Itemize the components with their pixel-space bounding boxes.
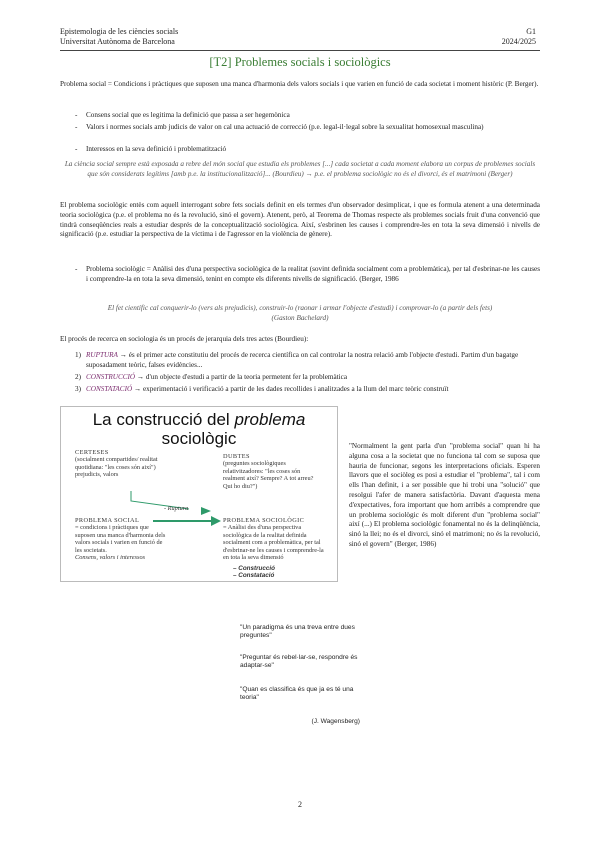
step-text: → és el primer acte constitutiu del procés de recerca científica on cal controlar la nostra relació amb l'objecte d'estudi. Partim d'un bagatge suposadament teòric, falses evidències... [86, 351, 519, 369]
social-problem-box [75, 517, 167, 561]
course-name: Epistemologia de les ciències socials [60, 27, 179, 36]
list-item: Interessos en la seva definició i problematització [86, 145, 227, 153]
construction-diagram [60, 406, 338, 582]
sociological-problem-body: = Anàlisi des d'una perspectiva sociològica de la realitat definida socialment com a problemàtica, per tal d'esbrinar-ne les causes i comprendre-la en tota la seva dimensió [223, 524, 324, 562]
bullet-dash: - [75, 123, 78, 131]
bullet-dash: - [75, 265, 78, 273]
wagensberg-quotes [240, 620, 366, 735]
social-problem-keywords: Consens, valors i interessos [75, 554, 146, 562]
diagram-title-italic: problema [234, 410, 306, 429]
bullet-dash: - [75, 111, 78, 119]
academic-year: 2024/2025 [501, 37, 536, 46]
berger-quote: "Normalment la gent parla d'un "problema social" quan hi ha alguna cosa a la societat que no funciona tal com se suposa que hauria de funcionar, segons les interpretacions oficials. Esperen llavors que el sociòleg es posi a estudiar el "problema", tal i com ells l'han definit, i a ser possible que hi trobi una "solució" que resolgui l'afer de manera satisfactòria. Davant d'aquesta mena d'expectatives, fora important que hom arribés a comprendre que un problema sociològic és molt diferent d'un "problema social" així (...) El problema sociològic fonamental no és la delinqüència, sinó la llei; no és el divorci, sinó el matrimoni; no és la revolució, sinó el govern" (Berger, 1986) [349, 442, 540, 548]
list-item: Problema sociològic = Anàlisi des d'una perspectiva sociològica de la realitat (sovint definida socialment com a problemàtica), per tal d'esbrinar-ne les causes i comprendre-la en tota la seva dimensió, tenint en compte els diferents nivells de significació. (Berger, 1986 [86, 265, 540, 283]
step-text: → experimentació i verificació a partir de les dades recollides i analitzades a la llum del marc teòric construït [132, 385, 449, 393]
dubtes-heading: DUBTES [223, 453, 250, 460]
ruptura-arrowhead [201, 507, 211, 515]
step-number: 1) [75, 351, 81, 359]
quote-paradigma: "Un paradigma és una treva entre dues preguntes" [240, 624, 355, 640]
dubtes-body: (preguntes sociològiques relativitzadores: "les coses són realment així? Sempre? A tot arreu? Qui ho diu?") [223, 460, 314, 490]
social-problem-body: = condicions i pràctiques que suposen una manca d'harmonia dels valors socials i varien en funció de les societats. [75, 524, 166, 554]
step-ruptura [86, 351, 540, 371]
certeses-heading: CERTESES [75, 449, 109, 456]
page-title: [T2] Problemes socials i sociològics [209, 55, 391, 69]
dash-glyph: – [233, 565, 239, 572]
header-right [502, 27, 536, 47]
header-divider [60, 50, 540, 51]
page-number: 2 [298, 800, 302, 809]
dash-glyph: – [233, 572, 239, 580]
university-name: Universitat Autònoma de Barcelona [60, 37, 175, 46]
diagram-title-plain: La construcció del [92, 410, 235, 429]
stages-list [233, 565, 275, 580]
quote-preguntar: "Preguntar és rebel·lar-se, respondre és adaptar-se" [240, 654, 358, 670]
bullet-dash: - [75, 145, 78, 153]
constatacio-label: Constatació [238, 572, 275, 580]
sociological-problem-heading: PROBLEMA SOCIOLÒGIC [223, 517, 305, 524]
construccio-arrowhead [211, 516, 221, 526]
sociological-problem-box [223, 517, 327, 561]
construccio-label: Construcció [238, 565, 276, 572]
step-text: → d'un objecte d'estudi a partir de la teoria permetent fer la problemàtica [135, 373, 348, 381]
ruptura-label: - Ruptura [164, 505, 189, 512]
bachelard-quote-text: El fet científic cal conquerir-lo (vers als prejudicis), construir-lo (raonar i armar l'objecte d'estudi) i comprovar-lo (a partir dels fets) [107, 304, 493, 312]
quote-classifica: "Quan es classifica és que ja es té una teoria" [240, 686, 354, 702]
step-number: 2) [75, 373, 81, 381]
bachelard-quote [60, 304, 540, 324]
group-label: G1 [526, 27, 536, 36]
step-term: CONSTRUCCIÓ [86, 373, 136, 381]
intro-paragraph: Problema social = Condicions i pràctiques que suposen una manca d'harmonia dels valors socials i que varien en funció de cada societat i moment històric (P. Berger). [60, 80, 539, 88]
list-item: Valors i normes socials amb judicis de valor on cal una actuació de correcció (p.e. legal-il·legal sobre la sexualitat homosexual masculina) [86, 123, 484, 131]
bourdieu-quote: La ciència social sempre està exposada a rebre del món social que estudia els problemes [...] cada societat a cada moment elabora un corpus de problemes socials que són considerats legítims [amb p.e. la institucionalització]... (Bourdieu) → p.e. el problema sociològic no és el divorci, és el matrimoni (Berger) [64, 160, 536, 178]
step-number: 3) [75, 385, 81, 393]
step-construccio [86, 373, 540, 383]
diagram-title-line2: sociològic [161, 429, 237, 448]
sociological-problem-paragraph: El problema sociològic entès com aquell interrogant sobre fets socials definit en els termes d'un observador desimplicat, i que es formula atenent a una determinada teoria sociològica (p.e. el problema no és la revolució, sinó el govern). Atenent, però, al Teorema de Thomas respecte als problemes socials fruit d'una convenció que tindrà conseqüències reals a estudiar després de la conceptualització sociològica. Així, s'esbrinen les causes i comprendre-les en tota la seva dimensió i nivells de significació (p.e. estudiar la perspectiva de la víctima i de l'agressor en la violència de gènere). [60, 201, 540, 239]
step-term: RUPTURA [86, 351, 118, 359]
step-constatacio [86, 385, 540, 395]
process-intro: El procés de recerca en sociologia és un procés de jerarquia dels tres actes (Bourdieu): [60, 335, 309, 343]
social-problem-heading: PROBLEMA SOCIAL [75, 517, 140, 524]
list-item: Consens social que es legitima la definició que passa a ser hegemònica [86, 111, 290, 119]
header-left [60, 27, 178, 47]
certeses-body: (socialment compartides/ realitat quotidiana: "les coses són així") prejudicis, valors [75, 456, 158, 479]
bachelard-quote-author: (Gaston Bachelard) [271, 313, 329, 322]
step-term: CONSTATACIÓ [86, 385, 133, 393]
quote-author: (J. Wagensberg) [311, 718, 360, 725]
